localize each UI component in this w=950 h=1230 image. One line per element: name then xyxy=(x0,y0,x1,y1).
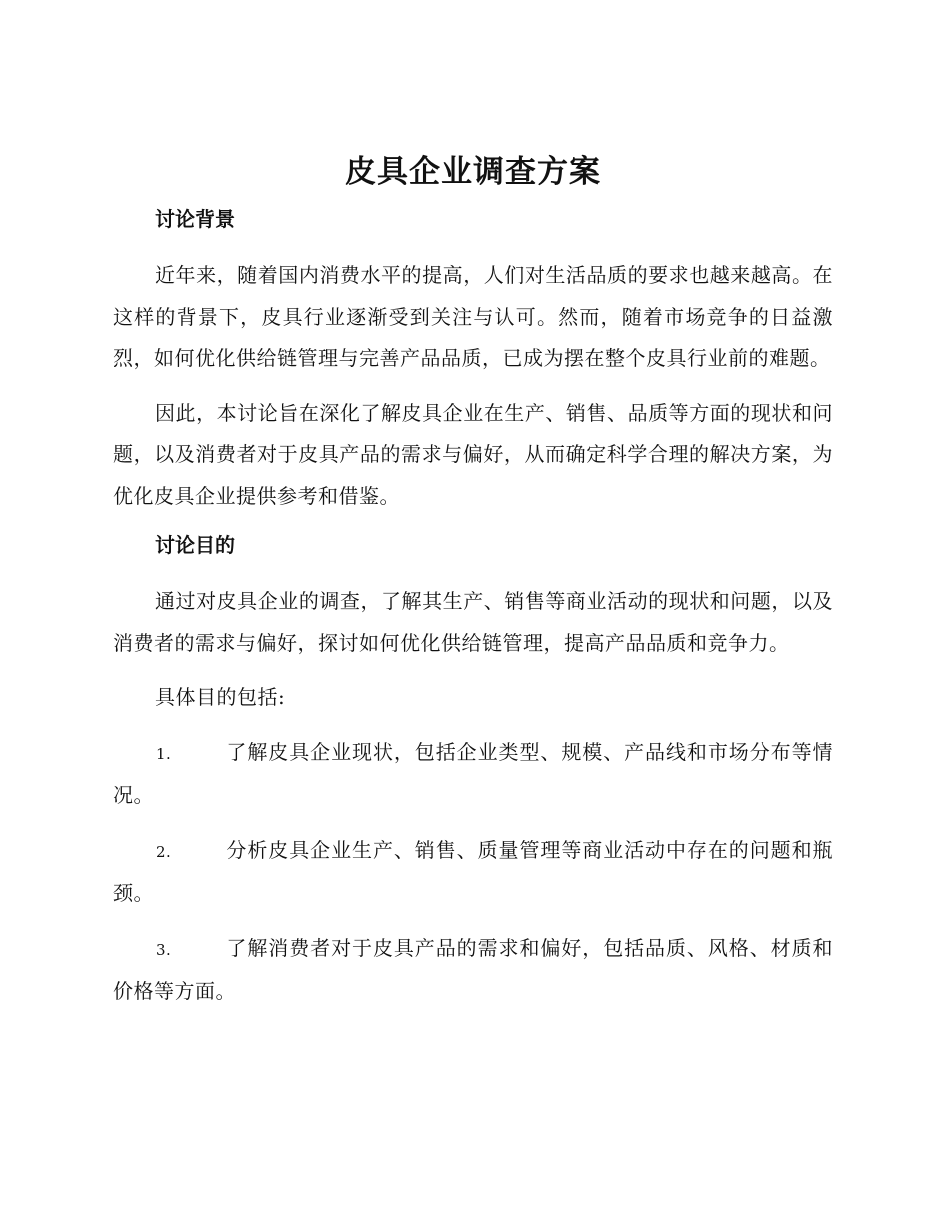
list-item-number: 1. xyxy=(156,744,172,763)
list-item-number: 2. xyxy=(156,842,172,861)
section-heading-purpose: 讨论目的 xyxy=(155,533,235,557)
list-item xyxy=(113,830,833,915)
list-item xyxy=(113,928,833,1013)
list-item-text: 了解皮具企业现状，包括企业类型、规模、产品线和市场分布等情况。 xyxy=(113,739,833,807)
document-page xyxy=(113,150,833,1026)
list-item xyxy=(113,732,833,817)
background-paragraph-2: 因此，本讨论旨在深化了解皮具企业在生产、销售、品质等方面的现状和问题，以及消费者对于皮具产品的需求与偏好，从而确定科学合理的解决方案，为优化皮具企业提供参考和借鉴。 xyxy=(113,400,833,508)
background-paragraph-1: 近年来，随着国内消费水平的提高，人们对生活品质的要求也越来越高。在这样的背景下，皮具行业逐渐受到关注与认可。然而，随着市场竞争的日益激烈，如何优化供给链管理与完善产品品质，已成为摆在整个皮具行业前的难题。 xyxy=(113,263,833,370)
purpose-paragraph-1: 通过对皮具企业的调查，了解其生产、销售等商业活动的现状和问题，以及消费者的需求与偏好，探讨如何优化供给链管理，提高产品品质和竞争力。 xyxy=(113,589,833,655)
purpose-paragraph-2: 具体目的包括: xyxy=(155,685,286,709)
list-item-number: 3. xyxy=(156,940,172,959)
document-title: 皮具企业调查方案 xyxy=(345,154,601,190)
section-heading-background: 讨论背景 xyxy=(155,207,235,231)
list-item-text: 了解消费者对于皮具产品的需求和偏好，包括品质、风格、材质和价格等方面。 xyxy=(113,935,833,1003)
list-item-text: 分析皮具企业生产、销售、质量管理等商业活动中存在的问题和瓶颈。 xyxy=(113,837,833,905)
